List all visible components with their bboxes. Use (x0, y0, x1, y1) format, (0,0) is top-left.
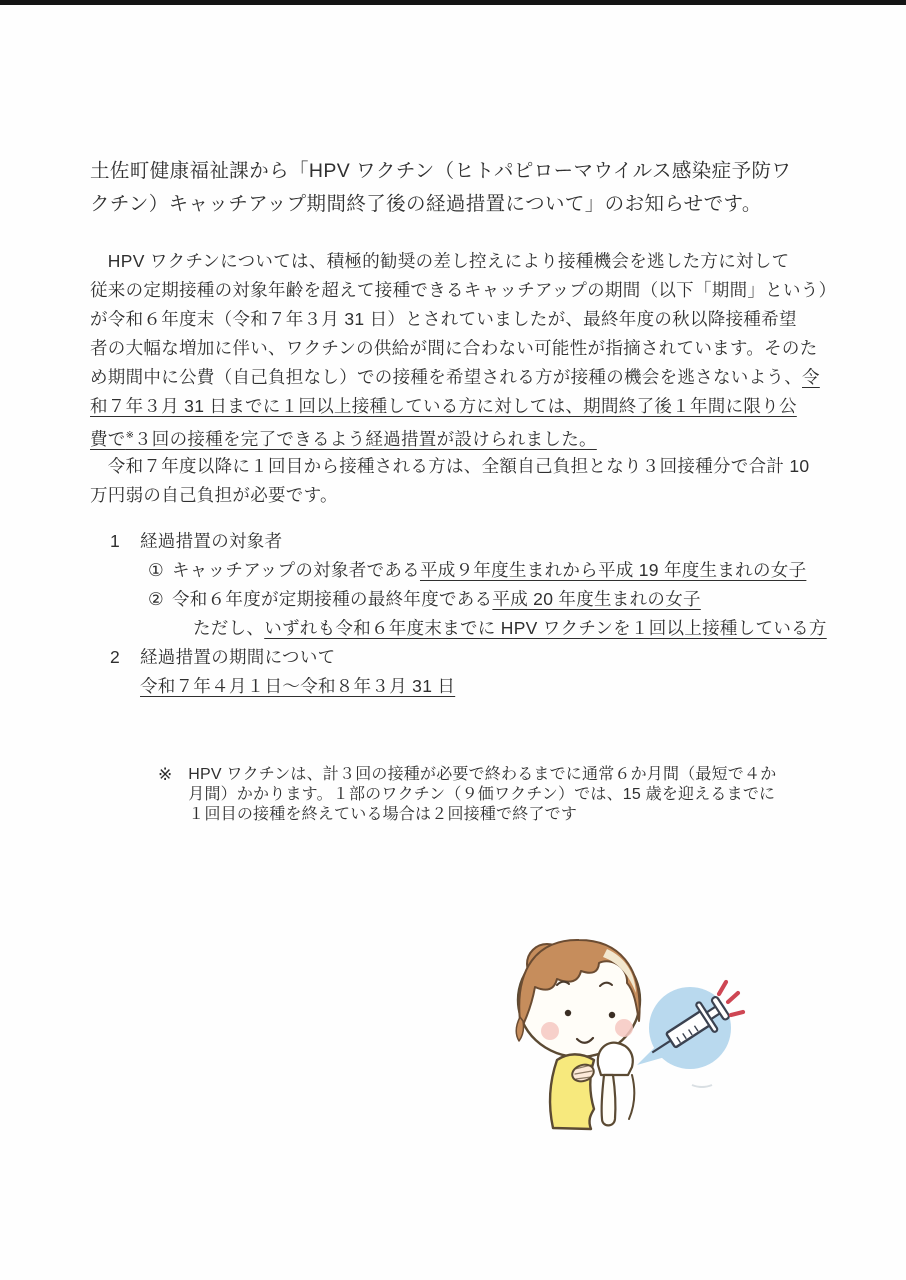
scan-edge-bar (0, 0, 906, 5)
target-item-1 (148, 556, 827, 585)
document-title (90, 155, 791, 221)
section-title: 経過措置の期間について (140, 647, 336, 667)
footnote (158, 765, 776, 825)
underlined-text: 平成 20 年度生まれの女子 (492, 589, 701, 609)
cost-paragraph (90, 452, 809, 510)
footnote-marker: ※ (158, 765, 173, 784)
body-line: HPV ワクチンについては、積極的勧奨の差し控えにより接種機会を逃した方に対して (90, 251, 790, 271)
measure-period (140, 672, 827, 701)
body-line: が令和６年度末（令和７年３月 31 日）とされていましたが、最終年度の秋以降接種希望 (90, 309, 797, 329)
item-text: 令和６年度が定期接種の最終年度である (172, 589, 493, 609)
section-title: 経過措置の対象者 (140, 531, 283, 551)
underlined-text: 和７年３月 31 日までに１回以上接種している方に対しては、期間終了後１年間に限り公 (90, 396, 797, 416)
underlined-text: 令 (802, 367, 820, 387)
title-line-1: 土佐町健康福祉課から「HPV ワクチン（ヒトパピローマウイルス感染症予防ワ (90, 160, 792, 182)
footnote-line-3: １回目の接種を終えている場合は２回接種で終了です (188, 806, 578, 823)
underlined-text: 令和７年４月１日～令和８年３月 31 日 (140, 676, 456, 696)
footnote-line-2: 月間）かかります。１部のワクチン（９価ワクチン）では、15 歳を迎えるまでに (188, 786, 776, 803)
section-number: 1 (110, 531, 121, 551)
section-1-heading (110, 527, 827, 556)
underlined-text (90, 429, 597, 449)
section-2-heading (110, 643, 827, 672)
item-marker: ① (148, 560, 164, 580)
note-text: ただし、 (193, 618, 265, 638)
body-line: 者の大幅な増加に伴い、ワクチンの供給が間に合わない可能性が指摘されています。そのた (90, 338, 818, 358)
underlined-text: いずれも令和６年度末までに HPV ワクチンを１回以上接種している方 (264, 618, 827, 638)
cost-line-1: 令和７年度以降に１回目から接種される方は、全額自己負担となり３回接種分で合計 10 (90, 456, 810, 476)
footnote-reference-mark: ※ (125, 430, 134, 441)
condition-note (193, 614, 827, 643)
body-line (90, 421, 836, 454)
body-line (90, 392, 836, 421)
girl-figure (516, 940, 640, 1129)
underlined-text: 平成９年度生まれから平成 19 年度生まれの女子 (419, 560, 807, 580)
main-paragraph (90, 247, 836, 454)
target-item-2 (148, 585, 827, 614)
section-number: 2 (110, 647, 121, 667)
girl-illustration (495, 933, 805, 1148)
underlined-text-pre: 費で (90, 429, 126, 449)
body-line-text: め期間中に公費（自己負担なし）での接種を希望される方が接種の機会を逃さないよう、 (90, 367, 802, 387)
item-marker: ② (148, 589, 164, 609)
body-line: 従来の定期接種の対象年齢を超えて接種できるキャッチアップの期間（以下「期間」という） (90, 280, 837, 300)
section-list (110, 527, 827, 701)
footnote-text (188, 765, 776, 825)
cost-line-2: 万円弱の自己負担が必要です。 (90, 485, 338, 505)
item-text: キャッチアップの対象者である (172, 560, 420, 580)
body-line (90, 363, 836, 392)
title-line-2: クチン）キャッチアップ期間終了後の経過措置について」のお知らせです。 (90, 193, 762, 215)
footnote-line-1: HPV ワクチンは、計３回の接種が必要で終わるまでに通常６か月間（最短で４か (188, 766, 777, 783)
underlined-text-rest: ３回の接種を完了できるよう経過措置が設けられました。 (134, 429, 597, 449)
